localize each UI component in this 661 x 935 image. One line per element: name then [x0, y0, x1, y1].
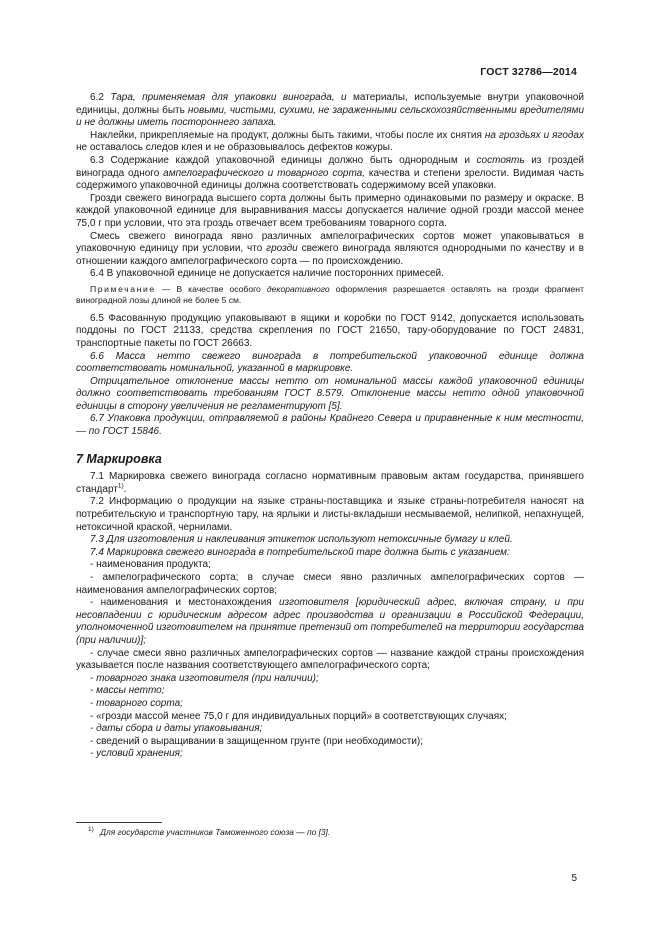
footnote: [76, 827, 584, 837]
section-7-heading: 7 Маркировка: [76, 451, 162, 466]
clause-7-3: 7.3 Для изготовления и наклеивания этикеток используют нетоксичные бумагу и клей.: [90, 534, 513, 546]
list-item: - наименования и местонахождения изготовителя [юридический адрес, включая страну, и при несовпадении с юридическим адресом адрес производства и организации в Российской Федерации, уполномоченной изготовителем на принятие претензий от потребителей на территории государства (при наличии)];: [76, 597, 584, 646]
clause-7-2: 7.2 Информацию о продукции на языке страны-поставщика и языке страны-потребителя наносят на потребительскую и транспортную тару, на ярлыки и листы-вкладыши несмываемой, нелипкой, непахнущей, нетоксичной краской, чернилами.: [76, 496, 584, 533]
list-item: - массы нетто;: [90, 685, 165, 697]
list-item: - ампелографического сорта; в случае смеси явно различных ампелографических сортов — наименования ампелографических сортов;: [76, 572, 584, 596]
clause-7-4: 7.4 Маркировка свежего винограда в потребительской таре должна быть с указанием:: [90, 546, 510, 558]
list-item: - товарного знака изготовителя (при наличии);: [90, 672, 319, 684]
list-item: - «грозди массой менее 75,0 г для индивидуальных порций» в соответствующих случаях;: [90, 710, 507, 722]
clause-6-4: 6.4 В упаковочной единице не допускается наличие посторонних примесей.: [90, 268, 444, 280]
clause-6-7: 6.7 Упаковка продукции, отправляемой в районы Крайнего Севера и приравненные к ним местности, — по ГОСТ 15846.: [76, 413, 584, 438]
page-number: 5: [571, 873, 577, 884]
list-item: - сведений о выращивании в защищенном грунте (при необходимости);: [90, 735, 424, 747]
clause-6-6: 6.6 Масса нетто свежего винограда в потребительской упаковочной единице должна соответствовать номинальной, указанной в маркировке.: [76, 350, 584, 375]
footnote-text: Для государств участников Таможенного союза — по [3].: [100, 827, 331, 837]
document-body: [76, 92, 584, 761]
list-item: - случае смеси явно различных ампелографических сортов — название каждой страны происхождения указывается после названия соответствующего ампелографического сорта;: [76, 647, 584, 672]
footnote-separator: [76, 822, 162, 823]
document-code-header: ГОСТ 32786—2014: [480, 66, 577, 78]
clause-7-1: 7.1 Маркировка свежего винограда согласно нормативным правовым актам государства, принявшего стандарт$^{1)}$.: [76, 471, 584, 495]
clause-6-2-labels: Наклейки, прикрепляемые на продукт, должны быть такими, чтобы после их снятия на гроздьях и ягодах не оставалось следов клея и не образовывалось дефектов кожуры.: [76, 129, 584, 154]
clause-6-2: 6.2 Тара, применяемая для упаковки винограда, и материалы, используемые внутри упаковочной единицы, должны быть новыми, чистыми, сухими, не зараженными сельскохозяйственными вредителями и не должны иметь постороннего запаха.: [76, 92, 584, 129]
clause-6-5: 6.5 Фасованную продукцию упаковывают в ящики и коробки по ГОСТ 9142, допускается использовать поддоны по ГОСТ 21133, средства скрепления по ГОСТ 21650, тару-оборудование по ГОСТ 24831, транспортные пакеты по ГОСТ 26663.: [76, 312, 584, 349]
clause-6-3: 6.3 Содержание каждой упаковочной единицы должно быть однородным и состоять из гроздей винограда одного ампелографического и товарного сорта, качества и степени зрелости. Видимая часть содержимого упаковочной единицы должна соответствовать содержимому всей упаковки.: [76, 154, 585, 192]
list-item: - наименования продукта;: [90, 559, 211, 571]
note: Примечание — В качестве особого декоративного оформления разрешается оставлять на грозди фрагмент виноградной лозы длиной не более 5 см.: [76, 283, 584, 306]
list-item: - даты сбора и даты упаковывания;: [90, 723, 263, 735]
footnote-mark: 1): [88, 826, 94, 834]
list-item: - товарного сорта;: [90, 697, 183, 709]
list-item: - условий хранения;: [90, 748, 183, 760]
clause-6-3-mix: Смесь свежего винограда явно различных ампелографических сортов может упаковываться в упаковочную единицу при условии, что грозди свежего винограда являются однородными по качеству и в отношении каждого ампелографического сорта — по происхождению.: [76, 230, 584, 267]
clause-6-6-deviation: Отрицательное отклонение массы нетто от номинальной массы каждой упаковочной единицы должно соответствовать требованиям ГОСТ 8.579. Отклонение массы нетто одной упаковочной единицы в сторону увеличения не регламентируют [5].: [76, 375, 584, 412]
clause-6-3-premium-grade: Грозди свежего винограда высшего сорта должны быть примерно одинаковыми по размеру и окраске. В каждой упаковочной единице для выравнивания массы допускается наличие одной грозди массой менее 75,0 г при условии, что эта гроздь отвечает всем требованиям товарного сорта.: [76, 192, 584, 229]
